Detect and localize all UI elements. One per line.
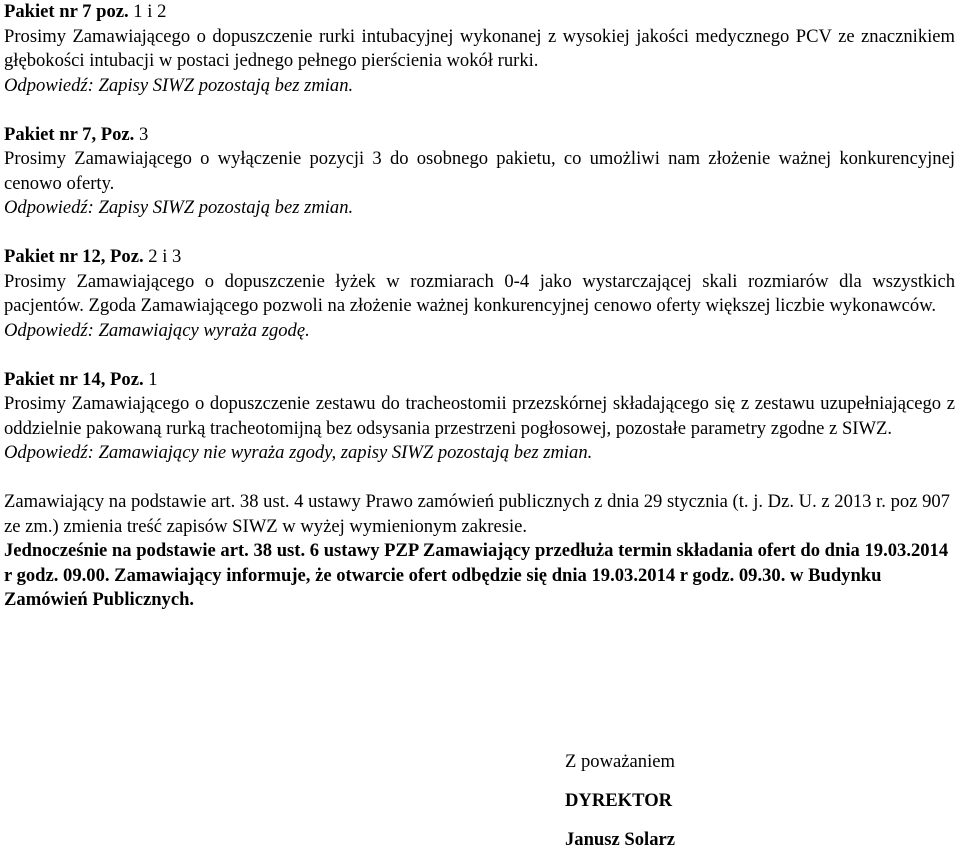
- signature-title: DYREKTOR: [565, 790, 673, 811]
- spacer: [4, 343, 955, 368]
- section-heading-positions: 1: [143, 368, 158, 390]
- query-section: [4, 245, 955, 343]
- spacer: [4, 221, 955, 246]
- question-text: Prosimy Zamawiającego o dopuszczenie zestawu do tracheostomii przezskórnej składającego się z zestawu uzupełniającego z oddzielnie pakowaną rurką tracheotomijną bez odsysania przestrzeni pogłosowej, pozostałe parametry zgodne z SIWZ.: [4, 393, 955, 439]
- signature-name: Janusz Solarz: [565, 829, 676, 850]
- section-heading-label: Pakiet nr 7 poz.: [4, 1, 129, 22]
- section-heading: [4, 123, 955, 148]
- query-section: [4, 368, 955, 466]
- answer-text: Odpowiedź: Zapisy SIWZ pozostają bez zmian.: [4, 197, 354, 218]
- section-heading-positions: 3: [134, 123, 149, 145]
- spacer: [4, 466, 955, 491]
- query-section: [4, 123, 955, 221]
- section-heading-label: Pakiet nr 14, Poz.: [4, 368, 144, 390]
- question-text: Prosimy Zamawiającego o dopuszczenie rurki intubacyjnej wykonanej z wysokiej jakości medycznego PCV ze znacznikiem głębokości intubacji w postaci jednego pełnego pierścienia wokół rurki.: [4, 25, 955, 71]
- question-text: Prosimy Zamawiającego o wyłączenie pozycji 3 do osobnego pakietu, co umożliwi nam złożenie ważnej konkurencyjnej cenowo oferty.: [4, 148, 955, 194]
- signature-block: [565, 750, 765, 867]
- deadline-paragraph: Jednocześnie na podstawie art. 38 ust. 6 ustawy PZP Zamawiający przedłuża termin składania ofert do dnia 19.03.2014 r godz. 09.00. Zamawiający informuje, że otwarcie ofert odbędzie się dnia 19.03.2014 r godz. 09.30. w Budynku Zamówień Publicznych.: [4, 540, 949, 610]
- answer-text: Odpowiedź: Zamawiający nie wyraża zgody, zapisy SIWZ pozostają bez zmian.: [4, 442, 593, 463]
- section-heading: [4, 368, 955, 393]
- amendment-paragraph: Zamawiający na podstawie art. 38 ust. 4 ustawy Prawo zamówień publicznych z dnia 29 stycznia (t. j. Dz. U. z 2013 r. poz 907 ze zm.) zmienia treść zapisów SIWZ w wyżej wymienionym zakresie.: [4, 491, 950, 537]
- section-heading: [4, 0, 955, 25]
- question-text: Prosimy Zamawiającego o dopuszczenie łyżek w rozmiarach 0-4 jako wystarczającej skali rozmiarów dla wszystkich pacjentów. Zgoda Zamawiającego pozwoli na złożenie ważnej konkurencyjnej cenowo oferty większej liczbie wykonawców.: [4, 270, 955, 316]
- section-heading-label: Pakiet nr 12, Poz.: [4, 246, 144, 267]
- answer-text: Odpowiedź: Zamawiający wyraża zgodę.: [4, 319, 310, 341]
- section-heading-positions: 2 i 3: [143, 246, 182, 267]
- section-heading-positions: 1 i 2: [128, 1, 167, 22]
- answer-text: Odpowiedź: Zapisy SIWZ pozostają bez zmian.: [4, 74, 354, 96]
- query-section: [4, 0, 955, 98]
- signature-greeting: Z poważaniem: [565, 751, 675, 772]
- section-heading-label: Pakiet nr 7, Poz.: [4, 123, 135, 145]
- document-body: [4, 0, 955, 613]
- spacer: [4, 98, 955, 123]
- section-heading: [4, 245, 955, 270]
